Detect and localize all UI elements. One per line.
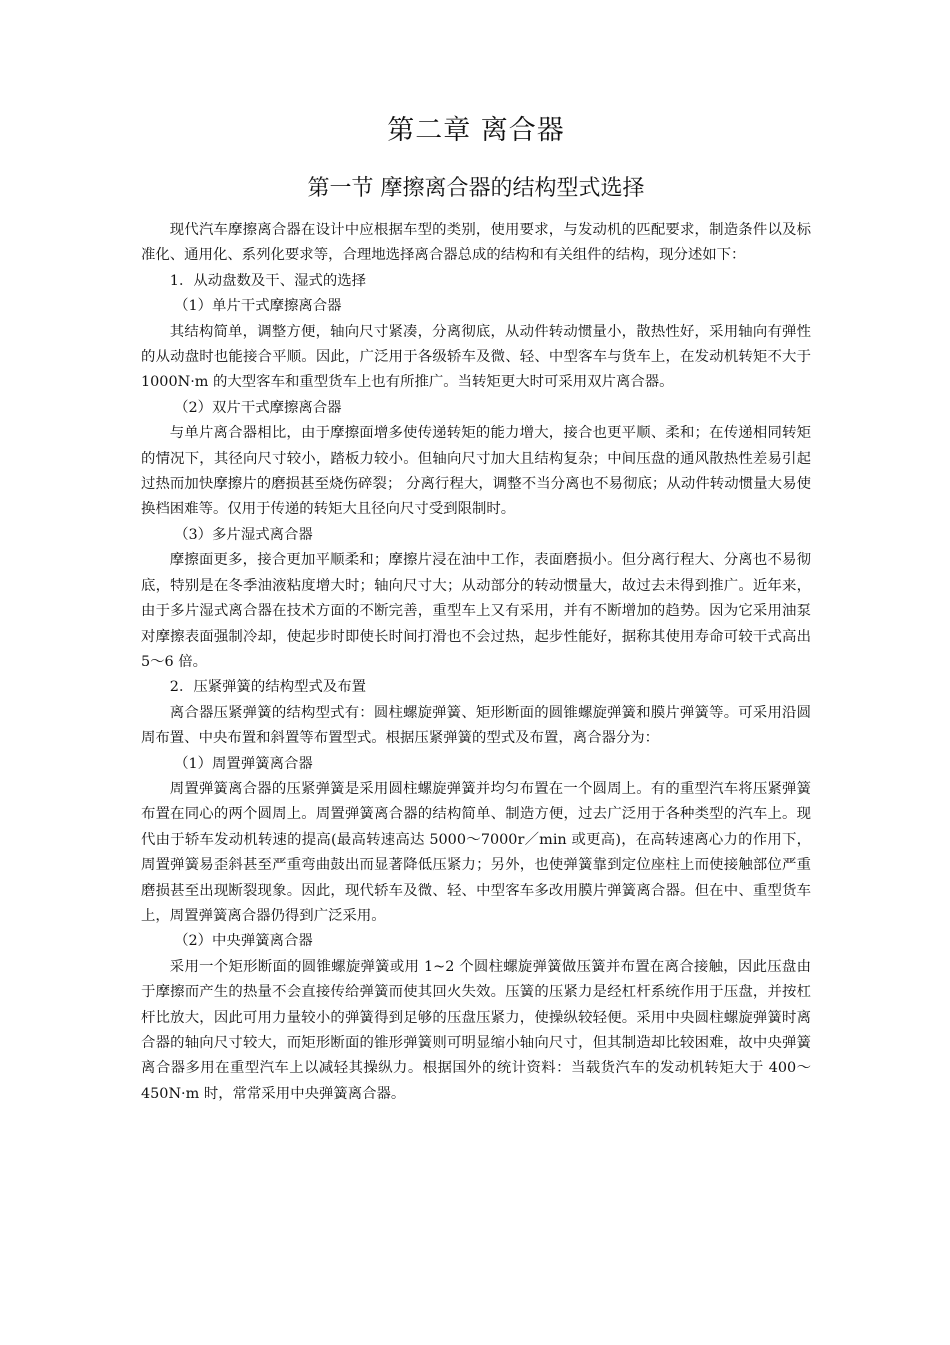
part1-item2-title: （2）双片干式摩擦离合器 bbox=[174, 399, 342, 416]
intro-paragraph: 现代汽车摩擦离合器在设计中应根据车型的类别，使用要求，与发动机的匹配要求，制造条件以及标准化、通用化、系列化要求等，合理地选择离合器总成的结构和有关组件的结构，现分述如下： bbox=[141, 222, 811, 264]
part2-heading: 2．压紧弹簧的结构型式及布置 bbox=[169, 679, 367, 696]
part2-item1-title: （1）周置弹簧离合器 bbox=[174, 755, 313, 772]
part1-item3-title: （3）多片湿式离合器 bbox=[174, 526, 313, 543]
part2-item1-text: 周置弹簧离合器的压紧弹簧是采用圆柱螺旋弹簧并均匀布置在一个圆周上。有的重型汽车将压紧弹簧布置在同心的两个圆周上。周置弹簧离合器的结构简单、制造方便，过去广泛用于各种类型的汽车上。现代由于轿车发动机转速的提高(最高转速高达 5000～7000r／min 或更高)，在高转速离心力的作用下，周置弹簧易歪斜甚至严重弯曲鼓出而显著降低压紧力；另外，也使弹簧靠到定位座柱上而使接触部位严重磨损甚至出现断裂现象。因此，现代轿车及微、轻、中型客车多改用膜片弹簧离合器。但在中、重型货车上，周置弹簧离合器仍得到广泛采用。 bbox=[141, 780, 811, 924]
part2-item2-title: （2）中央弹簧离合器 bbox=[174, 933, 313, 950]
part2-item2-text: 采用一个矩形断面的圆锥螺旋弹簧或用 1~2 个圆柱螺旋弹簧做压簧并布置在离合接触，因此压盘由于摩擦而产生的热量不会直接传给弹簧而使其回火失效。压簧的压紧力是经杠杆系统作用于压盘，并按杠杆比放大，因此可用力量较小的弹簧得到足够的压盘压紧力，使操纵较轻便。采用中央圆柱螺旋弹簧时离合器的轴向尺寸较大，而矩形断面的锥形弹簧则可明显缩小轴向尺寸，但其制造却比较困难，故中央弹簧离合器多用在重型汽车上以减轻其操纵力。根据国外的统计资料：当载货汽车的发动机转矩大于 400～450N·m 时，常常采用中央弹簧离合器。 bbox=[141, 958, 811, 1102]
part1-item1-text: 其结构简单，调整方便，轴向尺寸紧凑，分离彻底，从动件转动惯量小，散热性好，采用轴向有弹性的从动盘时也能接合平顺。因此，广泛用于各级轿车及微、轻、中型客车与货车上，在发动机转矩不大于 1000N·m 的大型客车和重型货车上也有所推广。当转矩更大时可采用双片离合器。 bbox=[141, 323, 811, 391]
part1-item1-title: （1）单片干式摩擦离合器 bbox=[174, 298, 342, 315]
section-title: 第一节 摩擦离合器的结构型式选择 bbox=[307, 176, 645, 201]
part2-intro: 离合器压紧弹簧的结构型式有：圆柱螺旋弹簧、矩形断面的圆锥螺旋弹簧和膜片弹簧等。可采用沿圆周布置、中央布置和斜置等布置型式。根据压紧弹簧的型式及布置，离合器分为： bbox=[141, 704, 811, 747]
part1-heading: 1．从动盘数及干、湿式的选择 bbox=[169, 272, 367, 289]
document-page bbox=[141, 110, 811, 1107]
part1-item3-text: 摩擦面更多，接合更加平顺柔和；摩擦片浸在油中工作，表面磨损小。但分离行程大、分离也不易彻底，特别是在冬季油液粘度增大时；轴向尺寸大；从动部分的转动惯量大，故过去未得到推广。近年来，由于多片湿式离合器在技术方面的不断完善，重型车上又有采用，并有不断增加的趋势。因为它采用油泵对摩擦表面强制冷却，使起步时即使长时间打滑也不会过热，起步性能好，据称其使用寿命可较干式高出 5～6 倍。 bbox=[141, 552, 811, 670]
part1-item2-text: 与单片离合器相比，由于摩擦面增多使传递转矩的能力增大，接合也更平顺、柔和；在传递相同转矩的情况下，其径向尺寸较小，踏板力较小。但轴向尺寸加大且结构复杂；中间压盘的通风散热性差易引起过热而加快摩擦片的磨损甚至烧伤碎裂； 分离行程大，调整不当分离也不易彻底；从动件转动惯量大易使换档困难等。仅用于传递的转矩大且径向尺寸受到限制时。 bbox=[141, 425, 811, 518]
chapter-title: 第二章 离合器 bbox=[387, 115, 565, 146]
